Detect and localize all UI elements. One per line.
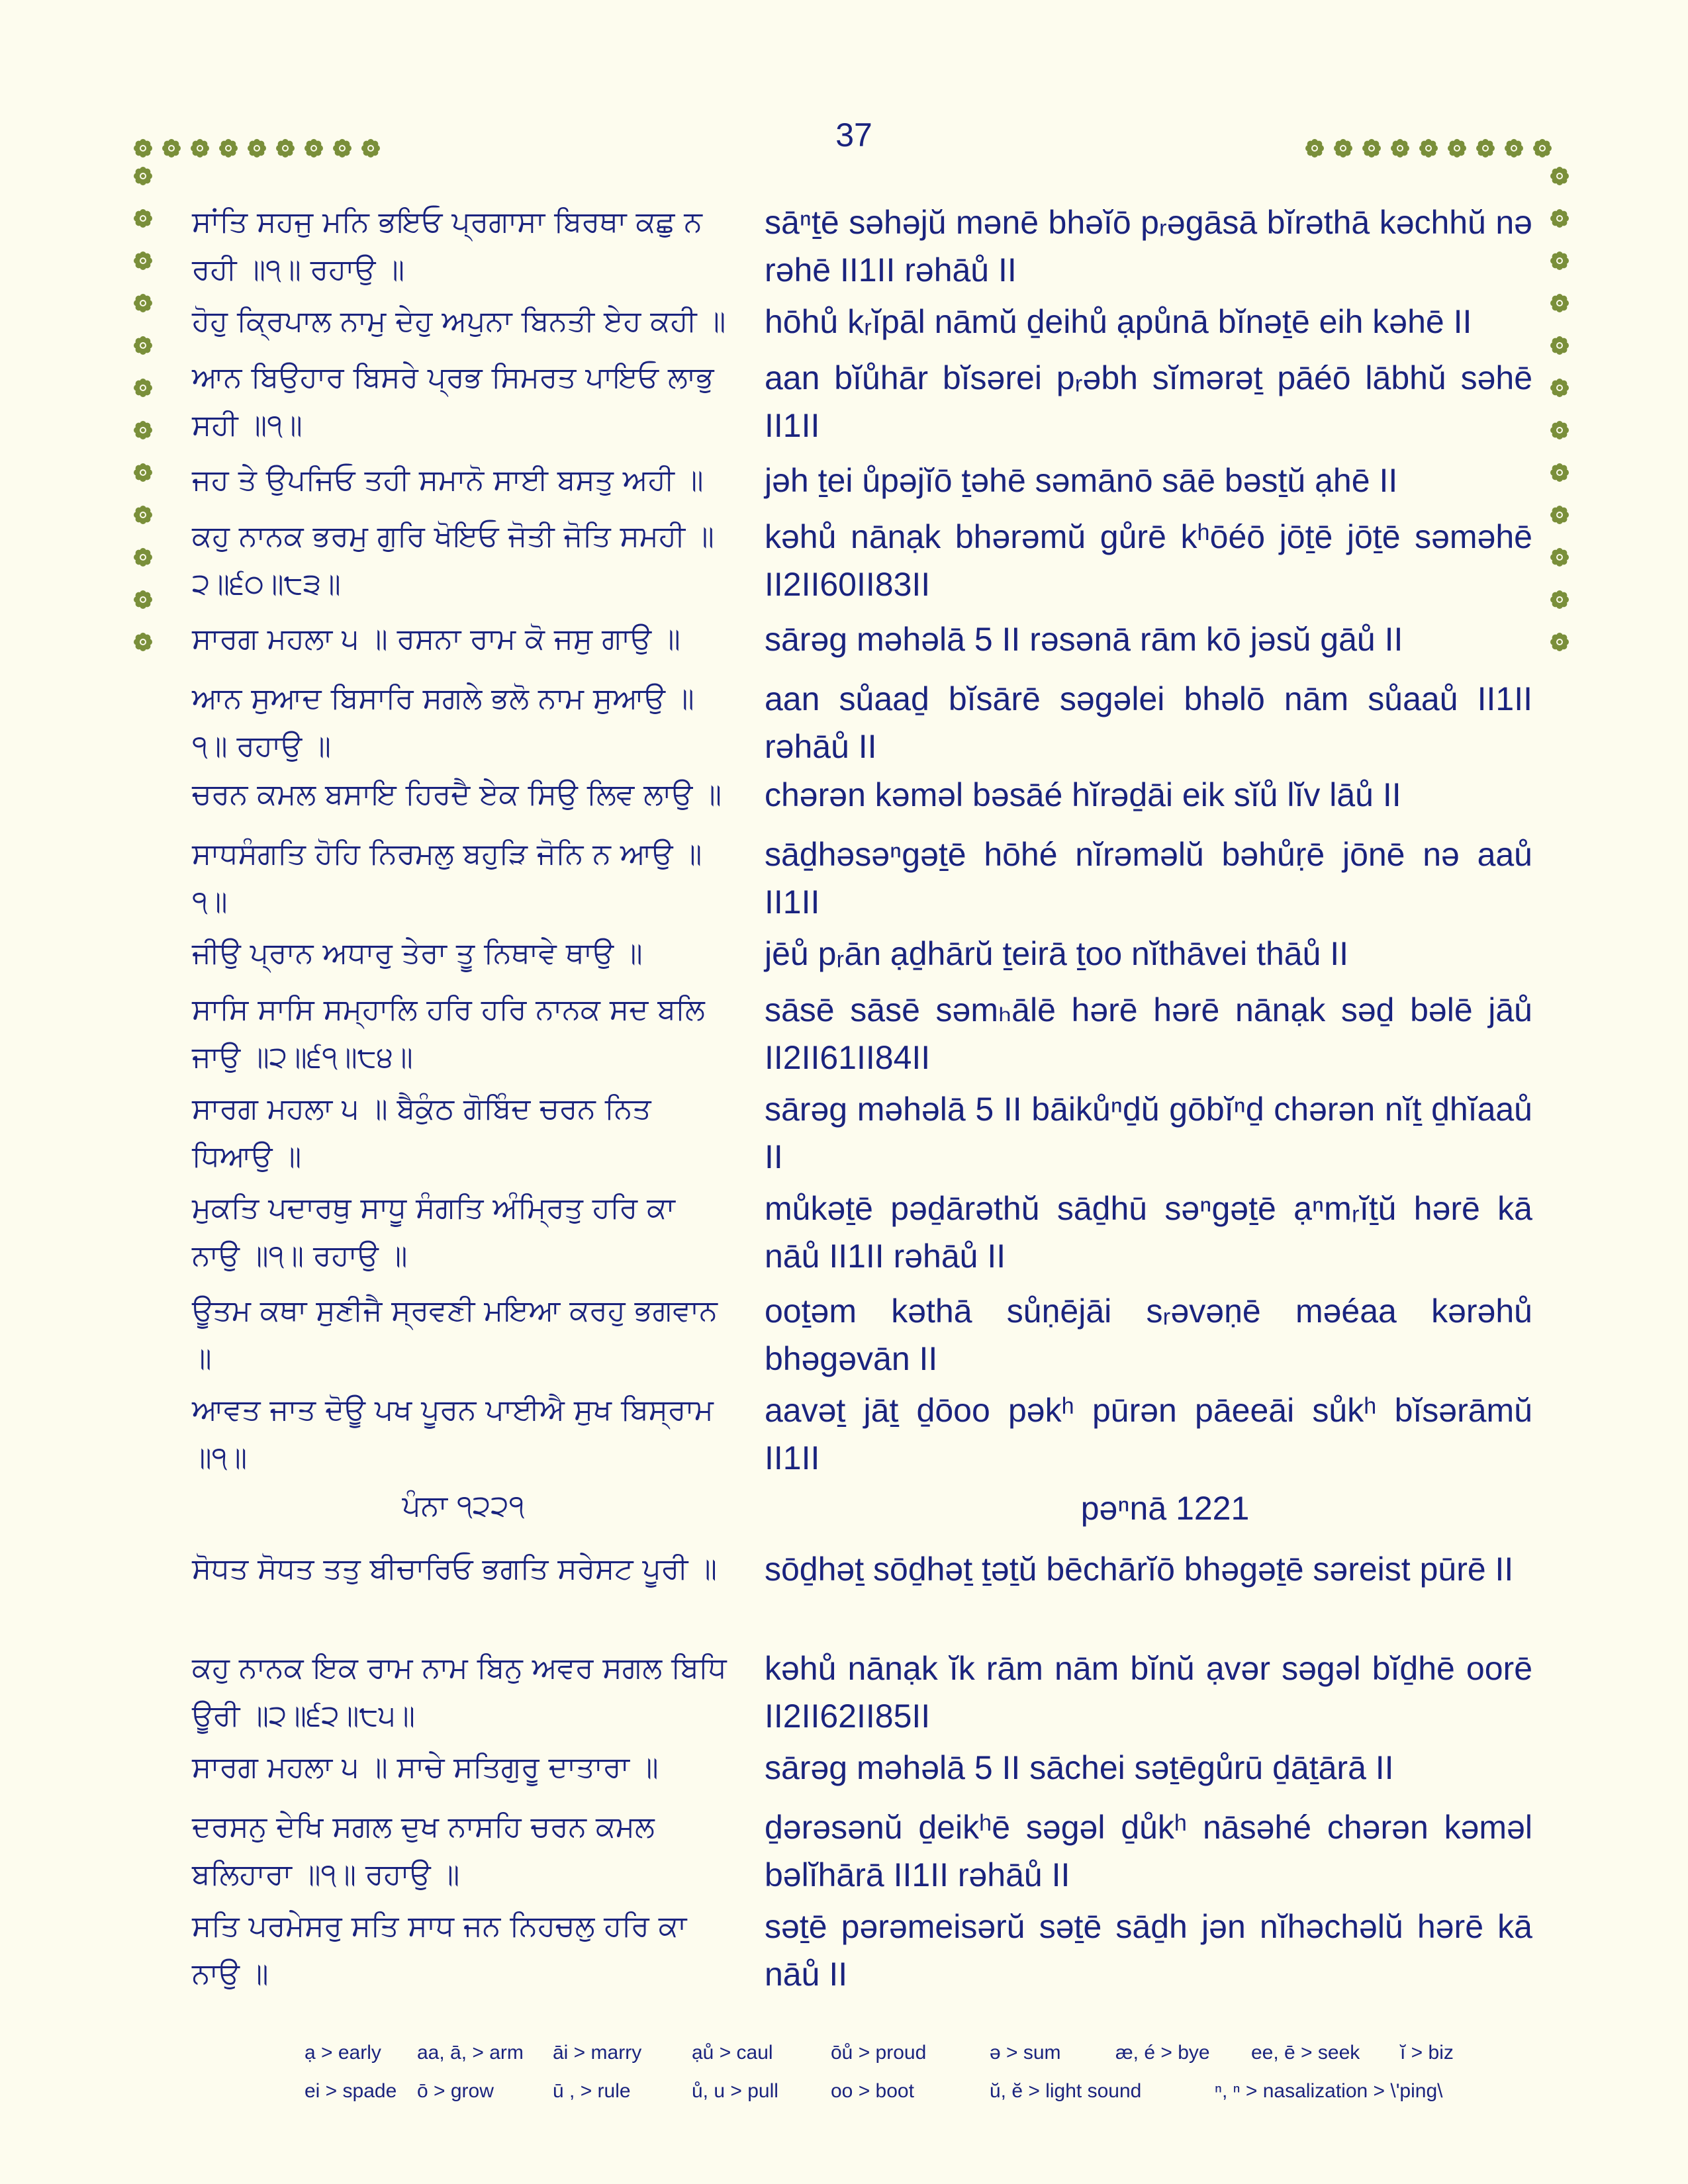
legend-item: ĭ > biz (1400, 2042, 1454, 2064)
legend-item: ů, u > pull (692, 2080, 778, 2102)
legend-row (305, 2042, 1496, 2080)
transliteration-line: jəh ṯei ůpəjĭō ṯəhē səmānō sāē bəsṯŭ ạhē II (765, 462, 1398, 499)
transliteration-line: aavəṯ jāṯ ḏōoo pəkʰ pūrən pāeeāi sůkʰ bĭsərāmŭ II1II (765, 1392, 1532, 1477)
legend-item: aa, ā, > arm (417, 2042, 524, 2064)
gurmukhi-line: ਦਰਸਨੁ ਦੇਖਿ ਸਗਲ ਦੁਖ ਨਾਸਹਿ ਚਰਨ ਕਮਲ ਬਲਿਹਾਰਾ ॥੧॥ ਰਹਾਉ ॥ (192, 1810, 655, 1891)
gurmukhi-line: ਚਰਨ ਕਮਲ ਬਸਾਇ ਹਿਰਦੈ ਏਕ ਸਿਉ ਲਿਵ ਲਾਉ ॥ (192, 778, 722, 811)
gurmukhi-line: ਜੀਉ ਪ੍ਰਾਨ ਅਧਾਰੁ ਤੇਰਾ ਤੂ ਨਿਥਾਵੇ ਥਾਉ ॥ (192, 936, 643, 970)
gurmukhi-line: ਸਾਰਗ ਮਹਲਾ ੫ ॥ ਰਸਨਾ ਰਾਮ ਕੋ ਜਸੁ ਗਾਉ ॥ (192, 622, 680, 656)
legend-item: ū , > rule (553, 2080, 631, 2102)
transliteration-line: jēů pᵣān ạḏhārŭ ṯeirā ṯoo nĭthāvei thāů II (765, 935, 1349, 972)
transliteration-line: sōḏhəṯ sōḏhəṯ ṯəṯŭ bēchārĭō bhəgəṯē səreist pūrē II (765, 1551, 1514, 1588)
transliteration-line: kəhů nānạk ĭk rām nām bĭnŭ ạvər səgəl bĭḏhē oorē II2II62II85II (765, 1650, 1532, 1735)
gurmukhi-line: ਕਹੁ ਨਾਨਕ ਇਕ ਰਾਮ ਨਾਮ ਬਿਨੁ ਅਵਰ ਸਗਲ ਬਿਧਿ ਊਰੀ ॥੨॥੬੨॥੮੫॥ (192, 1651, 727, 1733)
legend-item: ō > grow (417, 2080, 494, 2102)
transliteration-line: můkəṯē pəḏārəthŭ sāḏhū səⁿgəṯē ạⁿmᵣĭṯŭ hərē kā nāů II1II rəhāů II (765, 1190, 1532, 1275)
gurmukhi-line: ਮੁਕਤਿ ਪਦਾਰਥੁ ਸਾਧੂ ਸੰਗਤਿ ਅੰਮ੍ਰਿਤੁ ਹਰਿ ਕਾ ਨਾਉ ॥੧॥ ਰਹਾਉ ॥ (192, 1191, 675, 1273)
transliteration-line: chərən kəməl bəsāé hĭrəḏāi eik sĭů lĭv lāů II (765, 776, 1401, 813)
transliteration-line: aan sůaaḏ bĭsārē səgəlei bhəlō nām sůaaů II1II rəhāů II (765, 680, 1532, 765)
gurmukhi-line: ਹੋਹੁ ਕ੍ਰਿਪਾਲ ਨਾਮੁ ਦੇਹੁ ਅਪੁਨਾ ਬਿਨਤੀ ਏਹ ਕਹੀ ॥ (192, 304, 726, 338)
gurmukhi-line: ਸਾਸਿ ਸਾਸਿ ਸਮ੍ਹਾਲਿ ਹਰਿ ਹਰਿ ਨਾਨਕ ਸਦ ਬਲਿ ਜਾਉ ॥੨॥੬੧॥੮੪॥ (192, 993, 705, 1074)
legend-row (305, 2080, 1496, 2118)
gurmukhi-line: ਆਵਤ ਜਾਤ ਦੋਊ ਪਖ ਪੂਰਨ ਪਾਈਐ ਸੁਖ ਬਿਸ੍ਰਾਮ ॥੧॥ (192, 1393, 714, 1475)
gurmukhi-line: ਸਾਰਗ ਮਹਲਾ ੫ ॥ ਬੈਕੁੰਠ ਗੋਬਿੰਦ ਚਰਨ ਨਿਤ ਧਿਆਉ ॥ (192, 1092, 651, 1173)
legend-item: āi > marry (553, 2042, 642, 2064)
legend-item: ạ > early (305, 2042, 381, 2064)
page-number: 37 (835, 116, 872, 154)
gurmukhi-line: ਆਨ ਸੁਆਦ ਬਿਸਾਰਿ ਸਗਲੇ ਭਲੋ ਨਾਮ ਸੁਆਉ ॥੧॥ ਰਹਾਉ ॥ (192, 682, 694, 763)
pana-transliteration: pəⁿnā 1221 (1080, 1490, 1250, 1527)
transliteration-line: sārəg məhəlā 5 II bāikůⁿḏŭ gōbĭⁿḏ chərən nĭṯ ḏhĭaaů II (765, 1091, 1532, 1175)
legend-item: oo > boot (831, 2080, 914, 2102)
transliteration-line: ooṯəm kəthā sůṇējāi sᵣəvəṇē məéaa kərəhů bhəgəvān II (765, 1293, 1532, 1377)
transliteration-line: sārəg məhəlā 5 II sāchei səṯēgůrū ḏāṯārā II (765, 1749, 1394, 1786)
gurmukhi-line: ਆਨ ਬਿਉਹਾਰ ਬਿਸਰੇ ਪ੍ਰਭ ਸਿਮਰਤ ਪਾਇਓ ਲਾਭੁ ਸਹੀ ॥੧॥ (192, 361, 714, 442)
legend-item: ə > sum (990, 2042, 1061, 2064)
gurmukhi-line: ਕਹੁ ਨਾਨਕ ਭਰਮੁ ਗੁਰਿ ਖੋਇਓ ਜੋਤੀ ਜੋਤਿ ਸਮਹੀ ॥੨॥੬੦॥੮੩॥ (192, 520, 714, 601)
transliteration-line: sāsē sāsē səmₕālē hərē hərē nānạk səḏ bəlē jāů II2II61II84II (765, 991, 1532, 1076)
legend-item: ạů > caul (692, 2042, 773, 2064)
legend-item: æ, é > bye (1115, 2042, 1210, 2064)
gurmukhi-line: ਸਾਧਸੰਗਤਿ ਹੋਹਿ ਨਿਰਮਲੁ ਬਹੁੜਿ ਜੋਨਿ ਨ ਆਉ ॥੧॥ (192, 837, 702, 919)
gurmukhi-line: ਊਤਮ ਕਥਾ ਸੁਣੀਜੈ ਸ੍ਰਵਣੀ ਮਇਆ ਕਰਹੁ ਭਗਵਾਨ ॥ (192, 1294, 718, 1375)
legend-item: ⁿ, ⁿ > nasalization > \'ping\ (1215, 2080, 1443, 2102)
transliteration-line: hōhů kᵣĭpāl nāmŭ ḏeihů ạpůnā bĭnəṯē eih kəhē II (765, 303, 1472, 340)
transliteration-line: kəhů nānạk bhərəmŭ gůrē kʰōéō jōṯē jōṯē səməhē II2II60II83II (765, 518, 1532, 603)
legend-item: ee, ē > seek (1251, 2042, 1360, 2064)
transliteration-line: ḏərəsənŭ ḏeikʰē səgəl ḏůkʰ nāsəhé chərən kəməl bəlĭhārā II1II rəhāů II (765, 1809, 1532, 1893)
transliteration-line: səṯē pərəmeisərŭ səṯē sāḏh jən nĭhəchəlŭ hərē kā nāů II (765, 1908, 1532, 1993)
legend-item: ei > spade (305, 2080, 397, 2102)
transliteration-line: sāḏhəsəⁿgəṯē hōhé nĭrəməlŭ bəhůṛē jōnē nə aaů II1II (765, 836, 1532, 921)
transliteration-line: sāⁿṯē səhəjŭ mənē bhəĭō pᵣəgāsā bĭrəthā kəchhŭ nə rəhē II1II rəhāů II (765, 204, 1532, 289)
pronunciation-legend (305, 2042, 1496, 2118)
gurmukhi-line: ਸਾਰਗ ਮਹਲਾ ੫ ॥ ਸਾਚੇ ਸਤਿਗੁਰੂ ਦਾਤਾਰਾ ॥ (192, 1751, 659, 1784)
pana-gurmukhi: ਪੰਨਾ ੧੨੨੧ (402, 1489, 525, 1523)
gurmukhi-line: ਸਤਿ ਪਰਮੇਸਰੁ ਸਤਿ ਸਾਧ ਜਨ ਨਿਹਚਲੁ ਹਰਿ ਕਾ ਨਾਉ ॥ (192, 1909, 687, 1991)
transliteration-line: sārəg məhəlā 5 II rəsənā rām kō jəsŭ gāů II (765, 621, 1403, 658)
transliteration-line: aan bĭůhār bĭsərei pᵣəbh sĭmərəṯ pāéō lābhŭ səhē II1II (765, 359, 1532, 444)
gurmukhi-line: ਜਹ ਤੇ ਉਪਜਿਓ ਤਹੀ ਸਮਾਨੋ ਸਾਈ ਬਸਤੁ ਅਹੀ ॥ (192, 463, 704, 497)
gurmukhi-line: ਸੋਧਤ ਸੋਧਤ ਤਤੁ ਬੀਚਾਰਿਓ ਭਗਤਿ ਸਰੇਸਟ ਪੂਰੀ ॥ (192, 1552, 718, 1586)
legend-item: ōů > proud (831, 2042, 927, 2064)
legend-item: ŭ, ĕ > light sound (990, 2080, 1142, 2102)
gurmukhi-line: ਸਾਂਤਿ ਸਹਜੁ ਮਨਿ ਭਇਓ ਪ੍ਰਗਾਸਾ ਬਿਰਥਾ ਕਛੁ ਨ ਰਹੀ ॥੧॥ ਰਹਾਉ ॥ (192, 205, 702, 287)
